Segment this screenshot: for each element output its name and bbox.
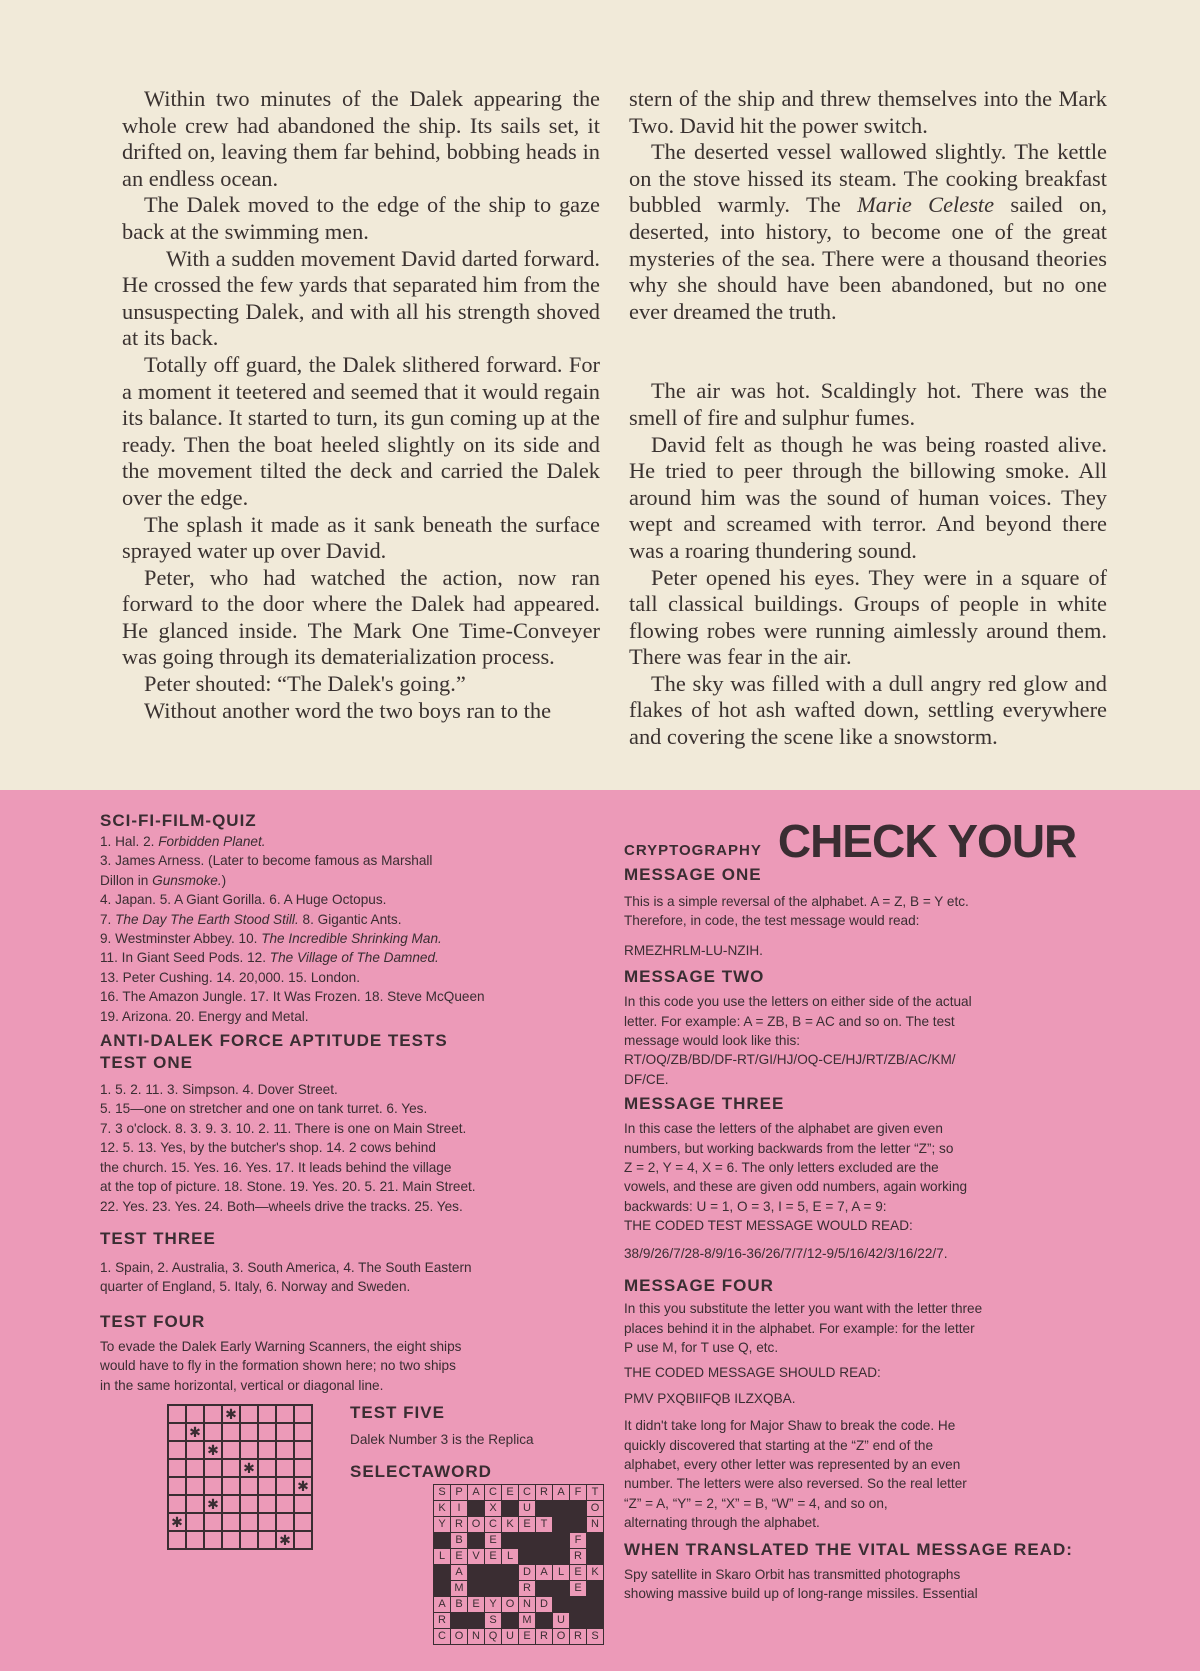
answer-line: 5. 15—one on stretcher and one on tank turret. 6. Yes. (100, 1101, 428, 1117)
answer-line: 19. Arizona. 20. Energy and Metal. (100, 1008, 309, 1024)
crossword-letter: E (485, 1533, 502, 1549)
crossword-row (434, 1613, 604, 1629)
crossword-row (434, 1533, 604, 1549)
grid-cell (222, 1441, 240, 1459)
answer-line (100, 910, 600, 929)
grid-cell (294, 1405, 312, 1423)
crossword-blank (485, 1581, 502, 1597)
grid-cell (168, 1405, 186, 1423)
crossword-letter: S (587, 1629, 604, 1645)
answer-line: showing massive build up of long-range missiles. Essential (624, 1585, 978, 1601)
grid-cell (276, 1459, 294, 1477)
answer-line: Dalek Number 3 is the Replica (350, 1432, 534, 1447)
crossword-row (434, 1581, 604, 1597)
crossword-letter: D (519, 1565, 536, 1581)
crossword-letter: U (553, 1613, 570, 1629)
story-paragraph: stern of the ship and threw themselves into the Mark Two. David hit the power switch. (629, 86, 1107, 138)
selectaword-title: SELECTAWORD (350, 1462, 492, 1482)
crossword-blank (468, 1501, 485, 1517)
grid-cell (204, 1405, 222, 1423)
crossword-blank (587, 1549, 604, 1565)
test-five-title: TEST FIVE (350, 1403, 445, 1422)
answer-line: 7. 3 o'clock. 8. 3. 9. 3. 10. 2. 11. There is one on Main Street. (100, 1120, 467, 1136)
grid-cell (240, 1459, 258, 1477)
crossword-blank (502, 1501, 519, 1517)
grid-row (168, 1441, 312, 1459)
answer-line: 22. Yes. 23. Yes. 24. Both—wheels drive the tracks. 25. Yes. (100, 1198, 463, 1214)
crossword-letter: N (519, 1597, 536, 1613)
grid-cell (222, 1513, 240, 1531)
crossword-row (434, 1549, 604, 1565)
grid-cell (186, 1513, 204, 1531)
crossword-letter: E (570, 1581, 587, 1597)
crossword-letter: E (485, 1549, 502, 1565)
crossword-row (434, 1501, 604, 1517)
crossword-letter: C (434, 1629, 451, 1645)
answer-line: 13. Peter Cushing. 14. 20,000. 15. London. (100, 969, 360, 985)
answers-left-column (100, 806, 600, 1395)
crossword-letter: E (502, 1485, 519, 1501)
crossword-row (434, 1517, 604, 1533)
message-four-title: MESSAGE FOUR (624, 1276, 774, 1296)
crossword-row (434, 1485, 604, 1501)
grid-cell (258, 1441, 276, 1459)
crossword-blank (536, 1613, 553, 1629)
aptitude-title: ANTI-DALEK FORCE APTITUDE TESTS (100, 1031, 448, 1051)
answer-line: places behind it in the alphabet. For example: for the letter (624, 1320, 975, 1336)
crossword-letter: Y (485, 1597, 502, 1613)
answer-line: It didn't take long for Major Shaw to break the code. He (624, 1418, 956, 1434)
crossword-letter: A (451, 1565, 468, 1581)
answer-line: would have to fly in the formation shown here; no two ships (100, 1358, 456, 1374)
crossword-letter: Y (434, 1517, 451, 1533)
ship-formation-grid (167, 1404, 313, 1550)
crossword-letter: F (570, 1485, 587, 1501)
grid-cell (294, 1495, 312, 1513)
crossword-letter: L (502, 1549, 519, 1565)
story-text: sailed on, deserted, into history, to become one of the great mysteries of the sea. There were a thousand theories why she should have been abandoned, but no one ever dreamed the truth. (629, 192, 1107, 324)
grid-cell (258, 1495, 276, 1513)
grid-cell (276, 1477, 294, 1495)
ship-star-icon: ✱ (279, 1532, 291, 1548)
crossword-letter: O (553, 1629, 570, 1645)
grid-cell (204, 1441, 222, 1459)
crossword-letter: N (468, 1629, 485, 1645)
crossword-letter: T (587, 1485, 604, 1501)
crossword-blank (485, 1565, 502, 1581)
ship-star-icon: ✱ (225, 1406, 237, 1422)
answer-line: alternating through the alphabet. (624, 1515, 820, 1531)
crossword-letter: O (451, 1629, 468, 1645)
grid-cell (240, 1405, 258, 1423)
answers-right-column (624, 806, 1124, 1603)
grid-cell (186, 1441, 204, 1459)
crossword-blank (570, 1517, 587, 1533)
grid-cell (204, 1423, 222, 1441)
cryptography-label: CRYPTOGRAPHY (624, 841, 762, 859)
answer-line: letter. For example: A = ZB, B = AC and so on. The test (624, 1013, 955, 1029)
test-five-block (350, 1402, 600, 1483)
story-paragraph (629, 139, 1107, 325)
answer-line: 12. 5. 13. Yes, by the butcher's shop. 14. 2 cows behind (100, 1140, 436, 1156)
crossword-blank (519, 1533, 536, 1549)
crossword-letter: L (553, 1565, 570, 1581)
selectaword-grid (433, 1484, 604, 1645)
message-two-title: MESSAGE TWO (624, 967, 765, 987)
answer-line (100, 929, 600, 948)
answer-line: alphabet, every other letter was represented by an even (624, 1456, 961, 1472)
crossword-letter: I (451, 1501, 468, 1517)
crossword-letter: X (485, 1501, 502, 1517)
answer-line: Therefore, in code, the test message would read: (624, 913, 920, 929)
crossword-blank (570, 1613, 587, 1629)
crossword-letter: F (570, 1533, 587, 1549)
crossword-blank (434, 1565, 451, 1581)
crossword-blank (553, 1517, 570, 1533)
grid-cell (186, 1495, 204, 1513)
grid-cell (168, 1513, 186, 1531)
grid-row (168, 1423, 312, 1441)
crossword-blank (502, 1565, 519, 1581)
crossword-blank (553, 1597, 570, 1613)
grid-cell (222, 1423, 240, 1441)
story-column-right (629, 86, 1107, 751)
answer-line: “Z” = A, “Y” = 2, “X” = B, “W” = 4, and so on, (624, 1495, 888, 1511)
grid-cell (276, 1531, 294, 1549)
story-paragraph: The splash it made as it sank beneath the surface sprayed water up over David. (122, 511, 600, 564)
crossword-letter: K (434, 1501, 451, 1517)
grid-cell (222, 1495, 240, 1513)
crossword-letter: R (519, 1581, 536, 1597)
crossword-blank (587, 1613, 604, 1629)
answer-line: quarter of England, 5. Italy, 6. Norway and Sweden. (100, 1279, 411, 1295)
grid-cell (240, 1441, 258, 1459)
grid-cell (168, 1459, 186, 1477)
crossword-blank (553, 1501, 570, 1517)
crossword-letter: R (451, 1517, 468, 1533)
story-paragraph: With a sudden movement David darted forward. He crossed the few yards that separated him from the unsuspecting Dalek, and with all his strength shoved at its back. (122, 245, 600, 351)
grid-cell (186, 1477, 204, 1495)
story-column-left (122, 86, 600, 724)
grid-cell (168, 1441, 186, 1459)
grid-cell (258, 1513, 276, 1531)
grid-cell (240, 1531, 258, 1549)
grid-cell (258, 1459, 276, 1477)
crossword-letter: A (536, 1565, 553, 1581)
crossword-letter: E (519, 1517, 536, 1533)
grid-cell (222, 1477, 240, 1495)
test-one-title: TEST ONE (100, 1053, 194, 1073)
grid-cell (222, 1531, 240, 1549)
answer-text: 11. In Giant Seed Pods. 12. (100, 950, 270, 966)
crossword-letter: D (536, 1597, 553, 1613)
vital-message-title: WHEN TRANSLATED THE VITAL MESSAGE READ: (624, 1539, 1073, 1559)
crossword-blank (468, 1581, 485, 1597)
crossword-letter: S (434, 1485, 451, 1501)
grid-row (168, 1459, 312, 1477)
crossword-blank (553, 1549, 570, 1565)
grid-cell (204, 1495, 222, 1513)
grid-cell (258, 1531, 276, 1549)
grid-cell (294, 1477, 312, 1495)
crossword-letter: K (502, 1517, 519, 1533)
crossword-blank (553, 1581, 570, 1597)
grid-cell (294, 1423, 312, 1441)
grid-cell (240, 1477, 258, 1495)
crossword-blank (502, 1581, 519, 1597)
film-title: Gunsmoke. (152, 872, 222, 888)
crossword-letter: B (451, 1533, 468, 1549)
story-paragraph: The air was hot. Scaldingly hot. There was the smell of fire and sulphur fumes. (629, 378, 1107, 430)
ship-star-icon: ✱ (297, 1478, 309, 1494)
crossword-letter: A (434, 1597, 451, 1613)
grid-row (168, 1495, 312, 1513)
grid-cell (240, 1513, 258, 1531)
grid-cell (240, 1423, 258, 1441)
answer-line: 1. 5. 2. 11. 3. Simpson. 4. Dover Street. (100, 1082, 338, 1098)
crossword-blank (587, 1597, 604, 1613)
answer-line (100, 948, 600, 967)
crossword-letter: S (485, 1613, 502, 1629)
crossword-blank (536, 1581, 553, 1597)
crossword-row (434, 1597, 604, 1613)
crossword-letter: E (451, 1549, 468, 1565)
crossword-letter: P (451, 1485, 468, 1501)
answer-text: Dillon in (100, 872, 153, 888)
story-paragraph: The sky was filled with a dull angry red glow and flakes of hot ash wafted down, settling everywhere and covering the scene like a snowstorm. (629, 670, 1107, 750)
crossword-letter: Q (485, 1629, 502, 1645)
crossword-letter: A (553, 1485, 570, 1501)
crossword-blank (570, 1597, 587, 1613)
crossword-letter: T (536, 1517, 553, 1533)
crossword-letter: M (519, 1613, 536, 1629)
crossword-letter: V (468, 1549, 485, 1565)
crossword-letter: M (451, 1581, 468, 1597)
grid-cell (258, 1405, 276, 1423)
film-title: Forbidden Planet. (158, 834, 266, 849)
crossword-letter: E (519, 1629, 536, 1645)
grid-cell (204, 1531, 222, 1549)
crossword-letter: R (570, 1629, 587, 1645)
grid-cell (168, 1423, 186, 1441)
crossword-blank (502, 1613, 519, 1629)
crossword-letter: R (536, 1629, 553, 1645)
crossword-letter: O (468, 1517, 485, 1533)
grid-cell (276, 1405, 294, 1423)
crossword-letter: E (570, 1565, 587, 1581)
crossword-letter: C (485, 1485, 502, 1501)
answer-line: backwards: U = 1, O = 3, I = 5, E = 7, A = 9: (624, 1198, 887, 1214)
story-paragraph: Totally off guard, the Dalek slithered forward. For a moment it teetered and seemed that it would regain its balance. It started to turn, its gun coming up at the ready. Then the boat heeled slightly on its side and the movement tilted the deck and carried the Dalek over the edge. (122, 351, 600, 510)
crossword-blank (519, 1549, 536, 1565)
grid-cell (222, 1405, 240, 1423)
answer-line: To evade the Dalek Early Warning Scanners, the eight ships (100, 1338, 462, 1354)
film-title: The Incredible Shrinking Man. (261, 931, 442, 947)
answer-text: 7. (100, 911, 116, 927)
crossword-letter: A (468, 1485, 485, 1501)
crossword-blank (434, 1581, 451, 1597)
code-line: PMV PXQBIIFQB ILZXQBA. (624, 1390, 796, 1406)
answer-line: the church. 15. Yes. 16. Yes. 17. It leads behind the village (100, 1159, 452, 1175)
grid-cell (294, 1459, 312, 1477)
answer-line: message would look like this: (624, 1033, 801, 1049)
grid-cell (186, 1423, 204, 1441)
answer-text: 9. Westminster Abbey. 10. (100, 931, 262, 947)
crossword-blank (587, 1533, 604, 1549)
ship-star-icon: ✱ (189, 1424, 201, 1440)
grid-cell (294, 1531, 312, 1549)
story-paragraph: Without another word the two boys ran to the (144, 697, 552, 723)
grid-row (168, 1405, 312, 1423)
crossword-blank (502, 1533, 519, 1549)
ship-star-icon: ✱ (207, 1496, 219, 1512)
grid-cell (240, 1495, 258, 1513)
crossword-letter: R (434, 1613, 451, 1629)
answer-line: In this you substitute the letter you want with the letter three (624, 1301, 983, 1317)
film-title: The Village of The Damned. (269, 950, 439, 966)
crossword-letter: O (587, 1501, 604, 1517)
crossword-letter: K (587, 1565, 604, 1581)
check-your-header (624, 806, 1124, 867)
message-one-title: MESSAGE ONE (624, 865, 762, 884)
crossword-blank (434, 1533, 451, 1549)
answer-text: 1. Hal. 2. (100, 834, 159, 849)
grid-cell (168, 1531, 186, 1549)
check-your-headline: CHECK YOUR (777, 815, 1077, 867)
final-explanation (624, 1416, 1124, 1532)
crossword-letter: E (468, 1597, 485, 1613)
answer-line: Z = 2, Y = 4, X = 6. The only letters excluded are the (624, 1160, 939, 1176)
grid-row (168, 1513, 312, 1531)
grid-cell (204, 1477, 222, 1495)
message-three-title: MESSAGE THREE (624, 1094, 785, 1114)
crossword-letter: L (434, 1549, 451, 1565)
answer-line (100, 871, 600, 890)
crossword-blank (536, 1533, 553, 1549)
grid-cell (276, 1495, 294, 1513)
answer-caption: THE CODED MESSAGE SHOULD READ: (624, 1365, 881, 1381)
crossword-letter: C (519, 1485, 536, 1501)
grid-cell (168, 1477, 186, 1495)
grid-cell (186, 1459, 204, 1477)
grid-cell (276, 1423, 294, 1441)
code-line: 38/9/26/7/28-8/9/16-36/26/7/7/12-9/5/16/42/3/16/22/7. (624, 1245, 948, 1261)
answer-line: quickly discovered that starting at the “Z” end of the (624, 1437, 934, 1453)
crossword-blank (451, 1613, 468, 1629)
answer-line: 16. The Amazon Jungle. 17. It Was Frozen. 18. Steve McQueen (100, 989, 485, 1005)
crossword-blank (536, 1549, 553, 1565)
grid-cell (222, 1459, 240, 1477)
crossword-letter: O (502, 1597, 519, 1613)
answer-line: This is a simple reversal of the alphabet. A = Z, B = Y etc. (624, 894, 969, 909)
crossword-blank (468, 1533, 485, 1549)
code-line: RMEZHRLM-LU-NZIH. (624, 942, 763, 958)
ship-name: Marie Celeste (857, 192, 995, 218)
answer-line: Spy satellite in Skaro Orbit has transmitted photographs (624, 1566, 961, 1582)
crossword-row (434, 1629, 604, 1645)
crossword-letter: U (519, 1501, 536, 1517)
crossword-letter: U (502, 1629, 519, 1645)
grid-cell (258, 1423, 276, 1441)
answer-line: 1. Spain, 2. Australia, 3. South America, 4. The South Eastern (100, 1259, 472, 1275)
grid-cell (294, 1513, 312, 1531)
answer-line: In this code you use the letters on either side of the actual (624, 994, 972, 1010)
crossword-letter: N (587, 1517, 604, 1533)
crossword-blank (587, 1581, 604, 1597)
crossword-letter: R (570, 1549, 587, 1565)
answer-line (100, 832, 600, 851)
answer-line: in the same horizontal, vertical or diagonal line. (100, 1377, 384, 1393)
quiz-title: SCI-FI-FILM-QUIZ (100, 811, 257, 830)
story-paragraph: Peter, who had watched the action, now ran forward to the door where the Dalek had appeared. He glanced inside. The Mark One Time-Conveyer was going through its dematerialization process. (122, 564, 600, 670)
answer-line: numbers, but working backwards from the letter “Z”; so (624, 1140, 954, 1156)
grid-cell (186, 1405, 204, 1423)
answer-line: vowels, and these are given odd numbers, again working (624, 1179, 968, 1195)
code-line: DF/CE. (624, 1071, 669, 1087)
test-three-title: TEST THREE (100, 1228, 216, 1248)
test-four-title: TEST FOUR (100, 1311, 206, 1331)
answer-text: 8. Gigantic Ants. (298, 911, 402, 927)
crossword-letter: R (536, 1485, 553, 1501)
grid-cell (294, 1441, 312, 1459)
crossword-blank (536, 1501, 553, 1517)
answer-text: ) (221, 872, 227, 888)
answer-line: at the top of picture. 18. Stone. 19. Yes. 20. 5. 21. Main Street. (100, 1179, 476, 1195)
grid-cell (276, 1441, 294, 1459)
crossword-blank (553, 1533, 570, 1549)
code-line: RT/OQ/ZB/BD/DF-RT/GI/HJ/OQ-CE/HJ/RT/ZB/AC/KM/ (624, 1052, 956, 1068)
grid-cell (276, 1513, 294, 1531)
grid-cell (258, 1477, 276, 1495)
grid-row (168, 1531, 312, 1549)
answer-caption: THE CODED TEST MESSAGE WOULD READ: (624, 1218, 913, 1234)
grid-cell (186, 1531, 204, 1549)
story-paragraph: The Dalek moved to the edge of the ship to gaze back at the swimming men. (122, 192, 600, 244)
answer-line: number. The letters were also reversed. So the real letter (624, 1476, 967, 1492)
ship-star-icon: ✱ (243, 1460, 255, 1476)
crossword-blank (570, 1501, 587, 1517)
grid-cell (204, 1459, 222, 1477)
ship-star-icon: ✱ (207, 1442, 219, 1458)
crossword-letter: B (451, 1597, 468, 1613)
story-text: The deserted vessel wallowed slightly. The kettle on the stove hissed its steam. The cooking breakfast bubbled warmly. The (629, 139, 1107, 218)
film-title: The Day The Earth Stood Still. (115, 911, 299, 927)
crossword-blank (468, 1613, 485, 1629)
grid-cell (204, 1513, 222, 1531)
story-paragraph: Peter shouted: “The Dalek's going.” (144, 671, 466, 697)
answer-line: 3. James Arness. (Later to become famous as Marshall (100, 853, 433, 869)
story-paragraph: Peter opened his eyes. They were in a square of tall classical buildings. Groups of people in white flowing robes were running aimlessly around them. There was fear in the air. (629, 564, 1107, 670)
answer-line: 4. Japan. 5. A Giant Gorilla. 6. A Huge Octopus. (100, 892, 387, 908)
crossword-blank (468, 1565, 485, 1581)
crossword-letter: C (485, 1517, 502, 1533)
grid-row (168, 1477, 312, 1495)
crossword-row (434, 1565, 604, 1581)
story-paragraph: David felt as though he was being roasted alive. He tried to peer through the billowing smoke. All around him was the sound of human voices. They wept and screamed with terror. And beyond there was a roaring thundering sound. (629, 431, 1107, 563)
answer-line: In this case the letters of the alphabet are given even (624, 1121, 943, 1137)
grid-cell (168, 1495, 186, 1513)
answer-line: P use M, for T use Q, etc. (624, 1339, 779, 1355)
story-paragraph: Within two minutes of the Dalek appearing the whole crew had abandoned the ship. Its sails set, it drifted on, leaving them far behind, bobbing heads in an endless ocean. (122, 86, 600, 191)
ship-star-icon: ✱ (171, 1514, 183, 1530)
